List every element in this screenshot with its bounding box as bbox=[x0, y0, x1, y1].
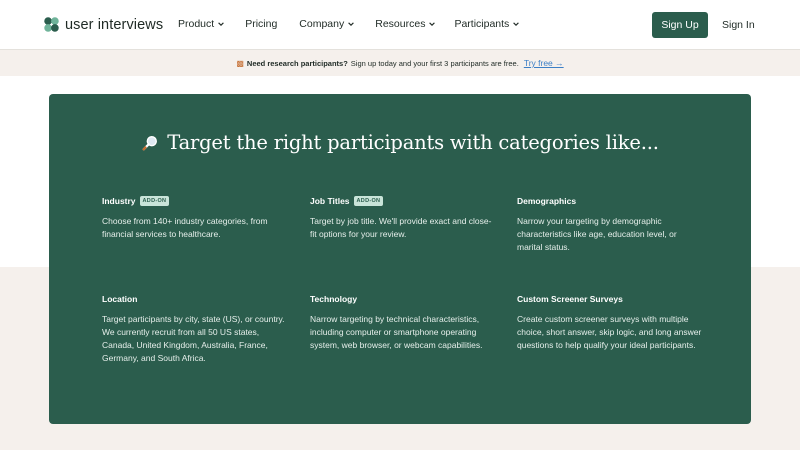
category-title: Technology bbox=[310, 293, 358, 304]
nav-label: Participants bbox=[454, 18, 510, 30]
chevron-down-icon bbox=[512, 20, 520, 28]
add-on-badge: ADD-ON bbox=[140, 196, 170, 206]
add-on-badge: ADD-ON bbox=[354, 196, 384, 206]
category-header bbox=[517, 194, 702, 207]
categories-panel bbox=[49, 94, 751, 424]
nav-item-company[interactable] bbox=[299, 18, 355, 30]
category-title: Custom Screener Surveys bbox=[517, 293, 623, 304]
chevron-down-icon bbox=[347, 20, 355, 28]
category-job-titles bbox=[310, 194, 495, 241]
nav-label: Product bbox=[178, 18, 215, 30]
category-industry bbox=[102, 194, 287, 241]
banner-bold-text: Need research participants? bbox=[246, 58, 348, 68]
banner-text: Sign up today and your first 3 participants are free. bbox=[350, 58, 519, 68]
category-header bbox=[310, 292, 495, 305]
category-header bbox=[310, 194, 495, 207]
category-location bbox=[102, 292, 287, 365]
magnifying-glass-icon bbox=[141, 134, 159, 152]
category-title: Industry bbox=[102, 195, 136, 206]
category-title: Location bbox=[102, 293, 138, 304]
panel-title-text: Target the right participants with categories like... bbox=[167, 131, 659, 154]
chevron-down-icon bbox=[428, 20, 436, 28]
category-description: Target participants by city, state (US), or country. We currently recruit from all 50 US states, Canada, United Kingdom, Australia, France, Germany, and South Africa. bbox=[102, 314, 285, 363]
chevron-down-icon bbox=[217, 20, 225, 28]
promo-banner bbox=[0, 50, 800, 76]
nav-item-participants[interactable] bbox=[454, 18, 520, 30]
category-description: Choose from 140+ industry categories, from financial services to healthcare. bbox=[102, 216, 268, 239]
category-title: Job Titles bbox=[310, 195, 350, 206]
nav-item-product[interactable] bbox=[178, 18, 225, 30]
category-technology bbox=[310, 292, 495, 352]
nav-label: Pricing bbox=[245, 18, 278, 30]
sign-up-button[interactable]: Sign Up bbox=[652, 12, 708, 38]
nav-item-resources[interactable] bbox=[375, 18, 436, 30]
nav-label: Resources bbox=[375, 18, 426, 30]
category-description: Target by job title. We'll provide exact and close-fit options for your review. bbox=[310, 216, 492, 239]
gift-icon: ▩ bbox=[236, 58, 244, 68]
try-free-link[interactable]: Try free → bbox=[523, 58, 564, 68]
nav-item-pricing[interactable] bbox=[245, 18, 277, 30]
panel-title bbox=[49, 131, 751, 154]
category-header bbox=[517, 292, 702, 305]
category-description: Narrow your targeting by demographic characteristics like age, education level, or marital status. bbox=[517, 216, 677, 252]
logo[interactable] bbox=[43, 16, 163, 33]
category-description: Create custom screener surveys with multiple choice, short answer, skip logic, and long answer questions to help qualify your ideal participants. bbox=[517, 314, 702, 350]
category-custom-screener-surveys bbox=[517, 292, 702, 352]
site-header bbox=[0, 0, 800, 50]
logo-icon bbox=[43, 16, 60, 33]
logo-text: user interviews bbox=[65, 16, 164, 33]
category-header bbox=[102, 292, 287, 305]
category-header bbox=[102, 194, 287, 207]
main-nav bbox=[178, 18, 520, 30]
category-description: Narrow targeting by technical characteristics, including computer or smartphone operating system, web browser, or webcam capabilities. bbox=[310, 314, 483, 350]
category-title: Demographics bbox=[517, 195, 577, 206]
category-demographics bbox=[517, 194, 702, 254]
nav-label: Company bbox=[299, 18, 345, 30]
sign-in-link[interactable]: Sign In bbox=[722, 19, 755, 31]
